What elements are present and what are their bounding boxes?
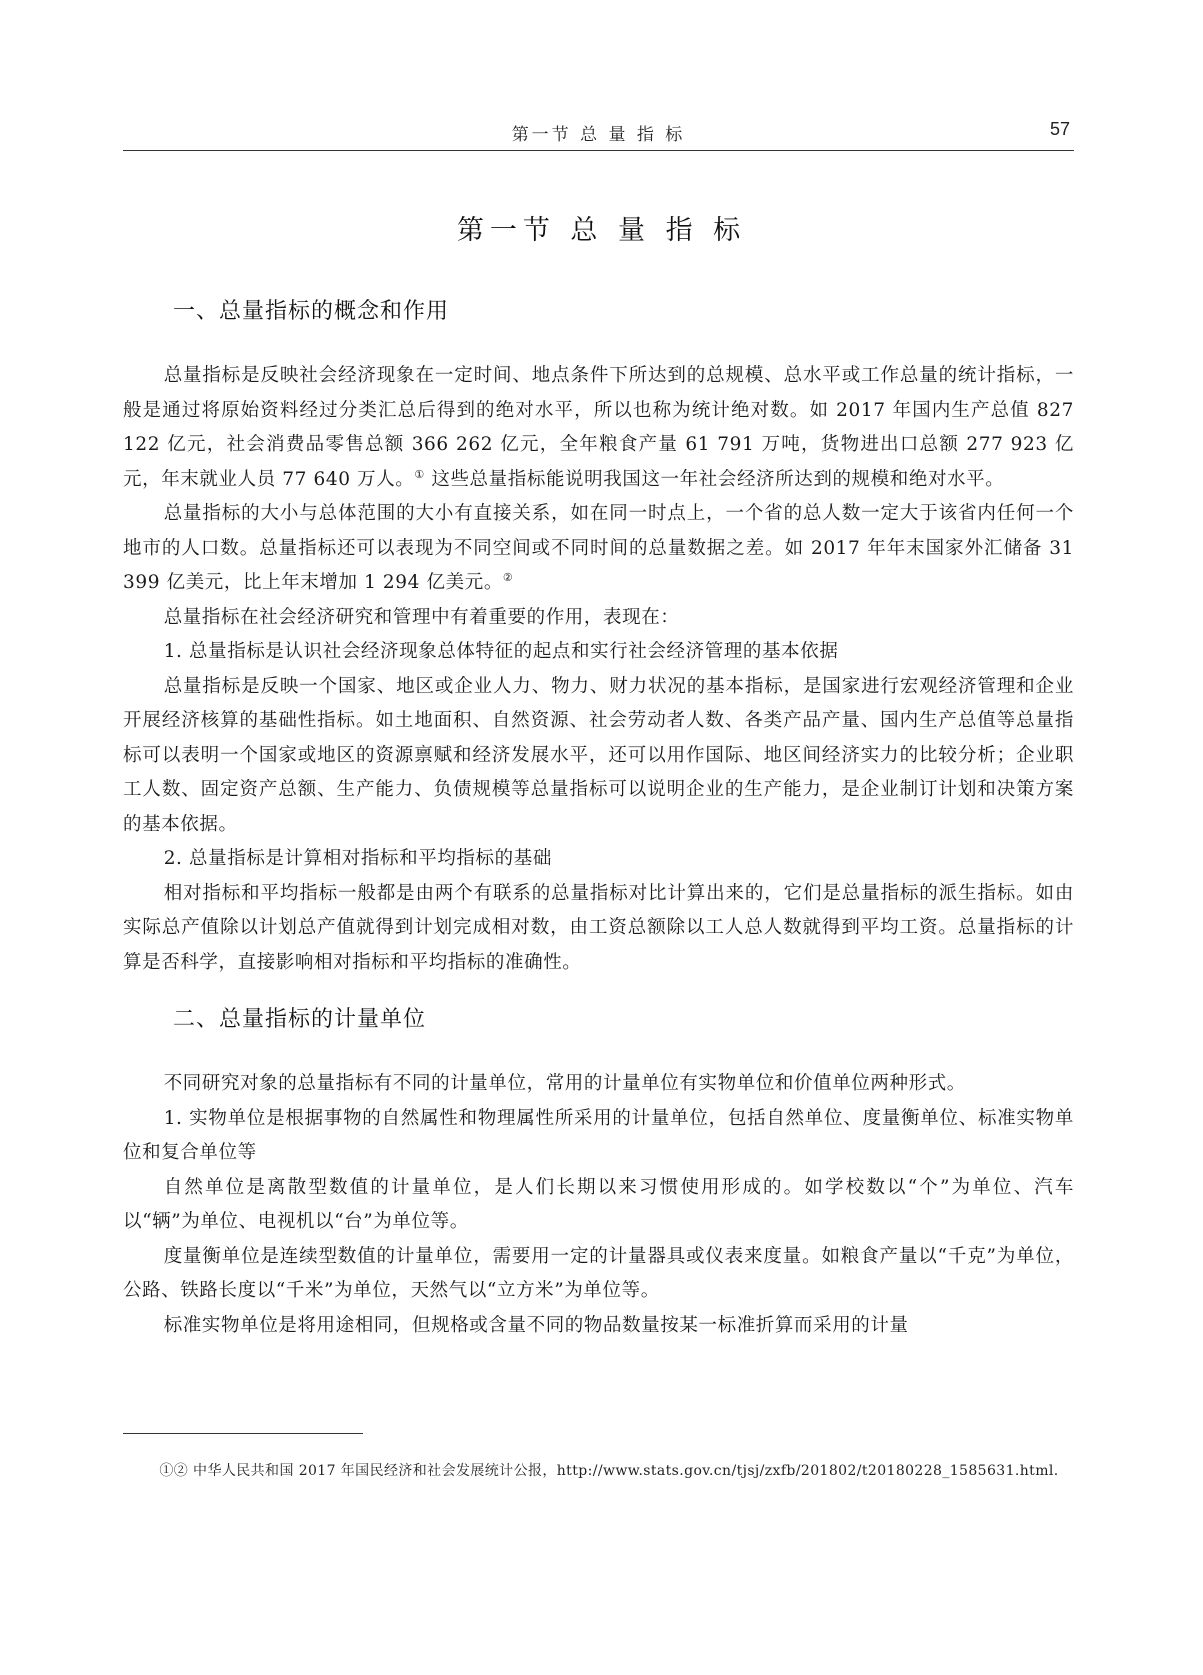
paragraph-measure-units: 度量衡单位是连续型数值的计量单位，需要用一定的计量器具或仪表来度量。如粮食产量以“千克”为单位，公路、铁路长度以“千米”为单位，天然气以“立方米”为单位等。 — [123, 1245, 1074, 1301]
list-item-role-1: 1. 总量指标是认识社会经济现象总体特征的起点和实行社会经济管理的基本依据 — [163, 641, 839, 662]
footnote: ①② 中华人民共和国 2017 年国民经济和社会发展统计公报，http://www.stats.gov.cn/tjsj/zxfb/201802/t20180228_1585631.html. — [159, 1463, 1059, 1479]
section-title: 第一节 总 量 指 标 — [456, 215, 747, 246]
paragraph-importance: 总量指标在社会经济研究和管理中有着重要的作用，表现在： — [163, 606, 680, 628]
paragraph-natural-units: 自然单位是离散型数值的计量单位，是人们长期以来习惯使用形成的。如学校数以“个”为单位、汽车以“辆”为单位、电视机以“台”为单位等。 — [123, 1176, 1074, 1232]
page-number: 57 — [1049, 119, 1070, 139]
list-item-role-2: 2. 总量指标是计算相对指标和平均指标的基础 — [163, 848, 552, 869]
paragraph-role-1: 总量指标是反映一个国家、地区或企业人力、物力、财力状况的基本指标，是国家进行宏观经济管理和企业开展经济核算的基础性指标。如土地面积、自然资源、社会劳动者人数、各类产品产量、国内生产总值等总量指标可以表明一个国家或地区的资源禀赋和经济发展水平，还可以用作国际、地区间经济实力的比较分析；企业职工人数、固定资产总额、生产能力、负债规模等总量指标可以说明企业的生产能力，是企业制订计划和决策方案的基本依据。 — [123, 675, 1074, 835]
page-header — [123, 110, 1074, 151]
footnote-divider — [123, 1433, 363, 1434]
list-item-physical-units: 1. 实物单位是根据事物的自然属性和物理属性所采用的计量单位，包括自然单位、度量衡单位、标准实物单位和复合单位等 — [123, 1107, 1074, 1163]
heading-measurement-units: 二、总量指标的计量单位 — [173, 1007, 427, 1032]
paragraph-role-2: 相对指标和平均指标一般都是由两个有联系的总量指标对比计算出来的，它们是总量指标的派生指标。如由实际总产值除以计划总产值就得到计划完成相对数，由工资总额除以工人总人数就得到平均工资。总量指标的计算是否科学，直接影响相对指标和平均指标的准确性。 — [123, 882, 1074, 973]
footnote-mark-1[interactable]: ① — [414, 467, 425, 481]
paragraph-scope: 总量指标的大小与总体范围的大小有直接关系，如在同一时点上，一个省的总人数一定大于该省内任何一个地市的人口数。总量指标还可以表现为不同空间或不同时间的总量数据之差。如 2017 年年末国家外汇储备 31 399 亿美元，比上年末增加 1 294 亿美元。② — [123, 503, 1074, 593]
heading-concept-and-role: 一、总量指标的概念和作用 — [173, 299, 450, 324]
paragraph-definition: 总量指标是反映社会经济现象在一定时间、地点条件下所达到的总规模、总水平或工作总量的统计指标，一般是通过将原始资料经过分类汇总后得到的绝对水平，所以也称为统计绝对数。如 2017 年国内生产总值 827 122 亿元，社会消费品零售总额 366 262 亿元，全年粮食产量 61 791 万吨，货物进出口总额 277 923 亿元，年末就业人员 77 640 万人。① 这些总量指标能说明我国这一年社会经济所达到的规模和绝对水平。 — [123, 365, 1074, 490]
footnote-mark-2[interactable]: ② — [502, 571, 514, 584]
main-content — [123, 294, 1074, 1343]
running-title: 第一节 总 量 指 标 — [511, 125, 686, 145]
paragraph-units-intro: 不同研究对象的总量指标有不同的计量单位，常用的计量单位有实物单位和价值单位两种形式。 — [163, 1073, 966, 1094]
paragraph-standard-units: 标准实物单位是将用途相同，但规格或含量不同的物品数量按某一标准折算而采用的计量 — [163, 1314, 909, 1336]
